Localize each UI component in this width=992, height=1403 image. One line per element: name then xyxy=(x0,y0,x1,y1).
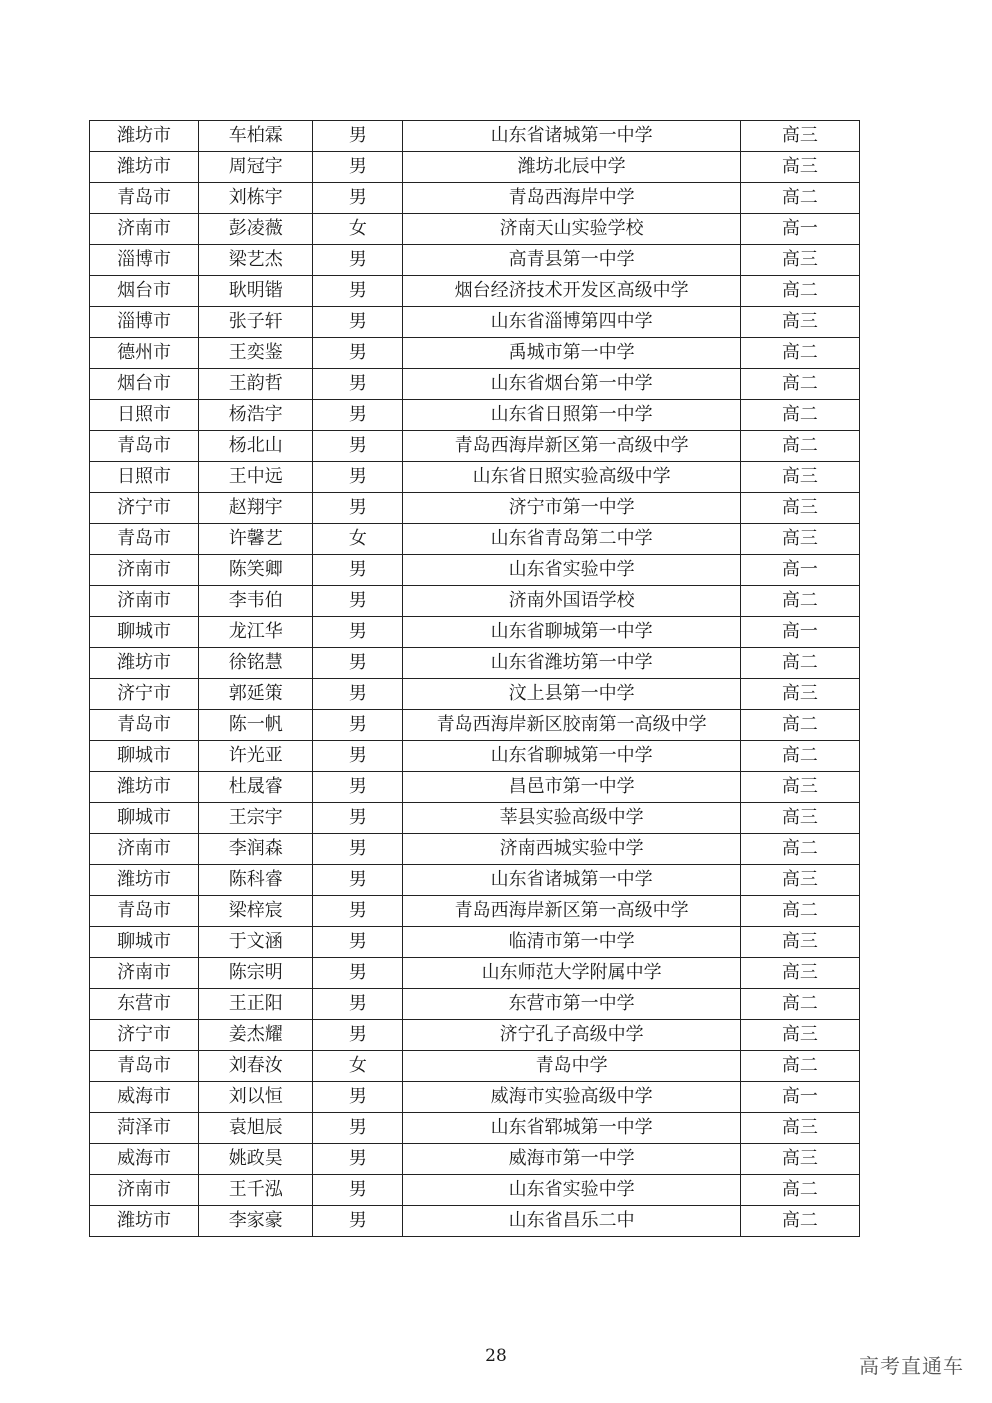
cell-school: 山东省诸城第一中学 xyxy=(403,121,740,152)
cell-grade: 高二 xyxy=(740,741,859,772)
cell-name: 姜杰耀 xyxy=(199,1020,313,1051)
cell-grade: 高二 xyxy=(740,369,859,400)
cell-grade: 高三 xyxy=(740,245,859,276)
cell-name: 李韦伯 xyxy=(199,586,313,617)
cell-city: 青岛市 xyxy=(90,1051,199,1082)
cell-name: 王中远 xyxy=(199,462,313,493)
cell-gender: 男 xyxy=(313,1020,403,1051)
cell-gender: 男 xyxy=(313,338,403,369)
cell-city: 潍坊市 xyxy=(90,121,199,152)
cell-city: 济南市 xyxy=(90,555,199,586)
table-row xyxy=(90,834,860,865)
watermark-text: 高考直通车 xyxy=(859,1354,964,1378)
cell-school: 青岛西海岸新区胶南第一高级中学 xyxy=(403,710,740,741)
cell-school: 济宁孔子高级中学 xyxy=(403,1020,740,1051)
table-row xyxy=(90,431,860,462)
table-row xyxy=(90,896,860,927)
cell-name: 陈笑卿 xyxy=(199,555,313,586)
cell-city: 济南市 xyxy=(90,1175,199,1206)
table-row xyxy=(90,152,860,183)
cell-gender: 男 xyxy=(313,1175,403,1206)
cell-school: 禹城市第一中学 xyxy=(403,338,740,369)
cell-school: 山东师范大学附属中学 xyxy=(403,958,740,989)
table-row xyxy=(90,1113,860,1144)
cell-city: 济南市 xyxy=(90,586,199,617)
cell-city: 青岛市 xyxy=(90,710,199,741)
cell-city: 潍坊市 xyxy=(90,1206,199,1237)
cell-city: 聊城市 xyxy=(90,741,199,772)
cell-name: 杨北山 xyxy=(199,431,313,462)
cell-school: 山东省实验中学 xyxy=(403,555,740,586)
cell-grade: 高三 xyxy=(740,1020,859,1051)
cell-gender: 男 xyxy=(313,803,403,834)
cell-city: 淄博市 xyxy=(90,307,199,338)
cell-grade: 高二 xyxy=(740,834,859,865)
cell-school: 山东省青岛第二中学 xyxy=(403,524,740,555)
cell-name: 张子轩 xyxy=(199,307,313,338)
cell-school: 威海市第一中学 xyxy=(403,1144,740,1175)
table-row xyxy=(90,462,860,493)
page-number: 28 xyxy=(485,1346,507,1366)
table-row xyxy=(90,400,860,431)
cell-grade: 高二 xyxy=(740,431,859,462)
cell-gender: 男 xyxy=(313,710,403,741)
cell-gender: 男 xyxy=(313,462,403,493)
cell-gender: 男 xyxy=(313,307,403,338)
cell-gender: 男 xyxy=(313,152,403,183)
table-row xyxy=(90,121,860,152)
table-row xyxy=(90,772,860,803)
cell-name: 许馨艺 xyxy=(199,524,313,555)
cell-grade: 高三 xyxy=(740,772,859,803)
cell-school: 青岛西海岸中学 xyxy=(403,183,740,214)
cell-name: 王千泓 xyxy=(199,1175,313,1206)
cell-grade: 高二 xyxy=(740,183,859,214)
table-row xyxy=(90,1051,860,1082)
cell-school: 烟台经济技术开发区高级中学 xyxy=(403,276,740,307)
cell-name: 李润森 xyxy=(199,834,313,865)
table-row xyxy=(90,245,860,276)
table-row xyxy=(90,338,860,369)
cell-city: 潍坊市 xyxy=(90,865,199,896)
cell-grade: 高二 xyxy=(740,710,859,741)
cell-grade: 高三 xyxy=(740,679,859,710)
cell-name: 袁旭辰 xyxy=(199,1113,313,1144)
cell-school: 山东省诸城第一中学 xyxy=(403,865,740,896)
cell-name: 徐铭慧 xyxy=(199,648,313,679)
cell-name: 王奕鉴 xyxy=(199,338,313,369)
table-row xyxy=(90,1144,860,1175)
cell-school: 莘县实验高级中学 xyxy=(403,803,740,834)
cell-grade: 高二 xyxy=(740,400,859,431)
cell-name: 姚政昊 xyxy=(199,1144,313,1175)
cell-name: 周冠宇 xyxy=(199,152,313,183)
table-row xyxy=(90,307,860,338)
cell-grade: 高三 xyxy=(740,152,859,183)
table-row xyxy=(90,214,860,245)
cell-grade: 高三 xyxy=(740,803,859,834)
cell-grade: 高二 xyxy=(740,1206,859,1237)
cell-gender: 女 xyxy=(313,1051,403,1082)
cell-city: 日照市 xyxy=(90,462,199,493)
cell-school: 山东省日照第一中学 xyxy=(403,400,740,431)
cell-city: 烟台市 xyxy=(90,276,199,307)
cell-gender: 男 xyxy=(313,586,403,617)
table-row xyxy=(90,369,860,400)
table-row xyxy=(90,276,860,307)
cell-school: 山东省实验中学 xyxy=(403,1175,740,1206)
cell-gender: 男 xyxy=(313,617,403,648)
cell-city: 济宁市 xyxy=(90,493,199,524)
table-row xyxy=(90,741,860,772)
cell-city: 潍坊市 xyxy=(90,648,199,679)
table-row xyxy=(90,710,860,741)
cell-grade: 高二 xyxy=(740,989,859,1020)
cell-city: 菏泽市 xyxy=(90,1113,199,1144)
cell-gender: 男 xyxy=(313,183,403,214)
table-row xyxy=(90,586,860,617)
table-row xyxy=(90,679,860,710)
cell-grade: 高三 xyxy=(740,493,859,524)
cell-grade: 高二 xyxy=(740,1175,859,1206)
cell-school: 威海市实验高级中学 xyxy=(403,1082,740,1113)
cell-gender: 男 xyxy=(313,121,403,152)
student-roster-table xyxy=(89,120,860,1237)
cell-name: 刘春汝 xyxy=(199,1051,313,1082)
table-row xyxy=(90,1206,860,1237)
cell-name: 王正阳 xyxy=(199,989,313,1020)
cell-city: 青岛市 xyxy=(90,896,199,927)
cell-city: 淄博市 xyxy=(90,245,199,276)
cell-name: 梁梓宸 xyxy=(199,896,313,927)
table-row xyxy=(90,958,860,989)
cell-name: 赵翔宇 xyxy=(199,493,313,524)
roster-body xyxy=(90,121,860,1237)
cell-grade: 高二 xyxy=(740,896,859,927)
cell-name: 许光亚 xyxy=(199,741,313,772)
cell-name: 陈科睿 xyxy=(199,865,313,896)
cell-gender: 男 xyxy=(313,927,403,958)
cell-gender: 男 xyxy=(313,865,403,896)
table-row xyxy=(90,989,860,1020)
cell-name: 陈一帆 xyxy=(199,710,313,741)
cell-name: 彭凌薇 xyxy=(199,214,313,245)
table-row xyxy=(90,1082,860,1113)
table-row xyxy=(90,865,860,896)
cell-grade: 高三 xyxy=(740,1144,859,1175)
cell-school: 山东省昌乐二中 xyxy=(403,1206,740,1237)
cell-name: 杨浩宇 xyxy=(199,400,313,431)
cell-school: 汶上县第一中学 xyxy=(403,679,740,710)
cell-school: 东营市第一中学 xyxy=(403,989,740,1020)
cell-grade: 高三 xyxy=(740,865,859,896)
cell-name: 车柏霖 xyxy=(199,121,313,152)
cell-school: 青岛西海岸新区第一高级中学 xyxy=(403,431,740,462)
cell-grade: 高二 xyxy=(740,648,859,679)
table-row xyxy=(90,555,860,586)
cell-gender: 男 xyxy=(313,1206,403,1237)
cell-city: 济南市 xyxy=(90,214,199,245)
cell-gender: 男 xyxy=(313,772,403,803)
cell-gender: 女 xyxy=(313,214,403,245)
cell-gender: 男 xyxy=(313,989,403,1020)
cell-gender: 女 xyxy=(313,524,403,555)
cell-gender: 男 xyxy=(313,896,403,927)
cell-gender: 男 xyxy=(313,741,403,772)
cell-name: 王韵哲 xyxy=(199,369,313,400)
cell-city: 青岛市 xyxy=(90,183,199,214)
cell-city: 德州市 xyxy=(90,338,199,369)
cell-grade: 高二 xyxy=(740,586,859,617)
cell-school: 山东省郓城第一中学 xyxy=(403,1113,740,1144)
cell-school: 临清市第一中学 xyxy=(403,927,740,958)
cell-name: 杜晟睿 xyxy=(199,772,313,803)
cell-school: 山东省聊城第一中学 xyxy=(403,741,740,772)
cell-grade: 高一 xyxy=(740,555,859,586)
cell-grade: 高三 xyxy=(740,307,859,338)
cell-name: 李家豪 xyxy=(199,1206,313,1237)
table-row xyxy=(90,183,860,214)
cell-grade: 高二 xyxy=(740,276,859,307)
cell-school: 潍坊北辰中学 xyxy=(403,152,740,183)
cell-school: 济南外国语学校 xyxy=(403,586,740,617)
cell-gender: 男 xyxy=(313,1144,403,1175)
table-row xyxy=(90,1020,860,1051)
cell-city: 日照市 xyxy=(90,400,199,431)
table-row xyxy=(90,648,860,679)
cell-school: 山东省聊城第一中学 xyxy=(403,617,740,648)
cell-city: 聊城市 xyxy=(90,803,199,834)
cell-gender: 男 xyxy=(313,276,403,307)
cell-school: 青岛西海岸新区第一高级中学 xyxy=(403,896,740,927)
cell-name: 郭延策 xyxy=(199,679,313,710)
cell-school: 昌邑市第一中学 xyxy=(403,772,740,803)
cell-name: 耿明锴 xyxy=(199,276,313,307)
cell-name: 梁艺杰 xyxy=(199,245,313,276)
cell-city: 威海市 xyxy=(90,1082,199,1113)
cell-grade: 高三 xyxy=(740,121,859,152)
cell-school: 山东省日照实验高级中学 xyxy=(403,462,740,493)
cell-school: 青岛中学 xyxy=(403,1051,740,1082)
cell-gender: 男 xyxy=(313,679,403,710)
cell-grade: 高一 xyxy=(740,1082,859,1113)
cell-city: 青岛市 xyxy=(90,431,199,462)
cell-name: 刘栋宇 xyxy=(199,183,313,214)
cell-grade: 高三 xyxy=(740,524,859,555)
table-row xyxy=(90,1175,860,1206)
table-row xyxy=(90,927,860,958)
cell-gender: 男 xyxy=(313,834,403,865)
cell-school: 济南天山实验学校 xyxy=(403,214,740,245)
cell-name: 陈宗明 xyxy=(199,958,313,989)
cell-gender: 男 xyxy=(313,245,403,276)
cell-city: 东营市 xyxy=(90,989,199,1020)
cell-school: 济宁市第一中学 xyxy=(403,493,740,524)
cell-grade: 高二 xyxy=(740,1051,859,1082)
cell-city: 济南市 xyxy=(90,958,199,989)
cell-city: 威海市 xyxy=(90,1144,199,1175)
cell-school: 高青县第一中学 xyxy=(403,245,740,276)
cell-grade: 高三 xyxy=(740,462,859,493)
cell-gender: 男 xyxy=(313,493,403,524)
cell-gender: 男 xyxy=(313,648,403,679)
cell-grade: 高三 xyxy=(740,958,859,989)
cell-city: 聊城市 xyxy=(90,927,199,958)
cell-gender: 男 xyxy=(313,555,403,586)
cell-city: 青岛市 xyxy=(90,524,199,555)
cell-city: 潍坊市 xyxy=(90,152,199,183)
cell-grade: 高一 xyxy=(740,617,859,648)
cell-school: 山东省淄博第四中学 xyxy=(403,307,740,338)
cell-gender: 男 xyxy=(313,369,403,400)
cell-city: 济宁市 xyxy=(90,1020,199,1051)
cell-grade: 高三 xyxy=(740,927,859,958)
table-row xyxy=(90,493,860,524)
table-row xyxy=(90,524,860,555)
cell-name: 于文涵 xyxy=(199,927,313,958)
cell-school: 山东省潍坊第一中学 xyxy=(403,648,740,679)
cell-city: 潍坊市 xyxy=(90,772,199,803)
cell-school: 济南西城实验中学 xyxy=(403,834,740,865)
cell-city: 济南市 xyxy=(90,834,199,865)
cell-gender: 男 xyxy=(313,1082,403,1113)
cell-gender: 男 xyxy=(313,1113,403,1144)
cell-name: 龙江华 xyxy=(199,617,313,648)
cell-name: 王宗宇 xyxy=(199,803,313,834)
table-row xyxy=(90,617,860,648)
cell-city: 烟台市 xyxy=(90,369,199,400)
cell-grade: 高二 xyxy=(740,338,859,369)
table-row xyxy=(90,803,860,834)
cell-gender: 男 xyxy=(313,400,403,431)
cell-city: 聊城市 xyxy=(90,617,199,648)
cell-school: 山东省烟台第一中学 xyxy=(403,369,740,400)
cell-city: 济宁市 xyxy=(90,679,199,710)
cell-grade: 高一 xyxy=(740,214,859,245)
cell-name: 刘以恒 xyxy=(199,1082,313,1113)
cell-gender: 男 xyxy=(313,958,403,989)
cell-gender: 男 xyxy=(313,431,403,462)
cell-grade: 高三 xyxy=(740,1113,859,1144)
